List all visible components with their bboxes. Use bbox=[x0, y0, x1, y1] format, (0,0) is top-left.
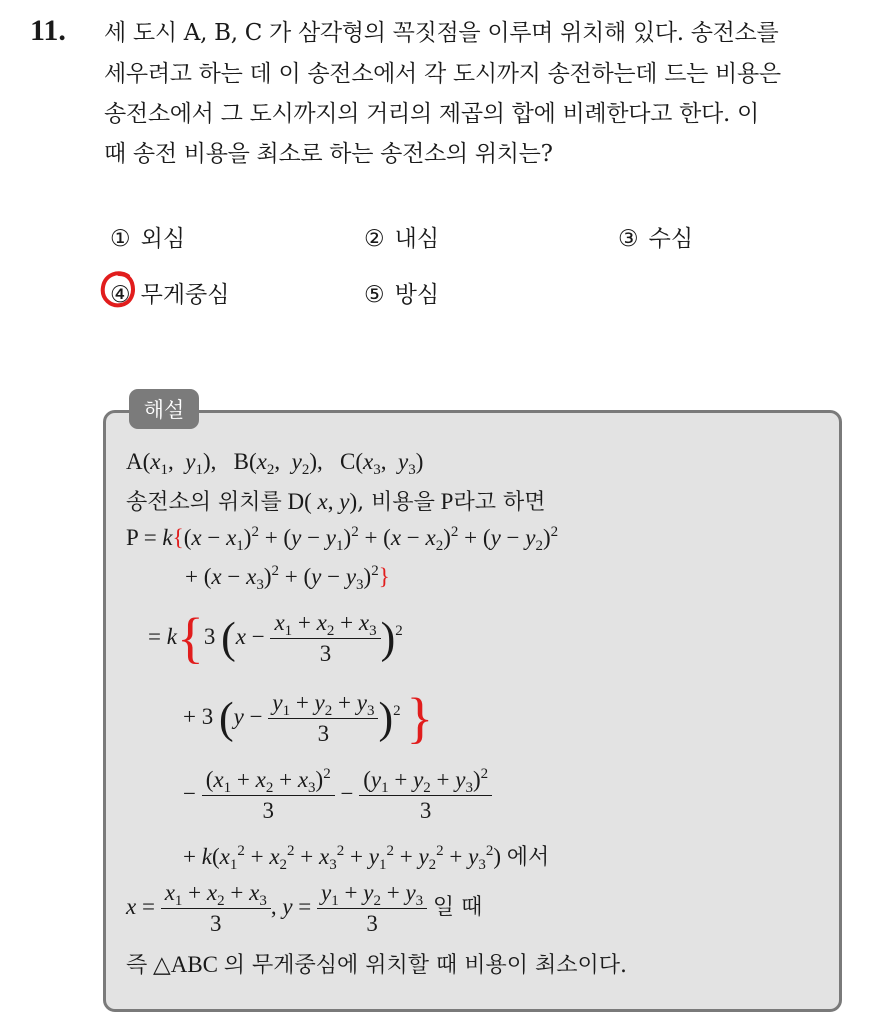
choice-5-label: 방심 bbox=[394, 282, 440, 308]
setup-text-1: 송전소의 위치를 bbox=[126, 490, 282, 515]
choice-2[interactable] bbox=[364, 220, 439, 253]
choice-1-label: 외심 bbox=[140, 226, 186, 252]
choice-2-number: ② bbox=[364, 226, 385, 252]
solution-sum-squares-line: + $k(x_1^2 + x_2^2 + x_3^2 + y_1^2 + y_2^2 + y_3^2)$ 에서 bbox=[183, 843, 550, 873]
question-text-line-4: 때 송전 비용을 최소로 하는 송전소의 위치는? bbox=[104, 141, 553, 167]
solution-expansion-line-1: $P = k\{(x - x_1)^2 + (y - y_1)^2 + (x - x_2)^2 + (y - y_2)^2$ bbox=[126, 524, 559, 554]
solution-setup-line: 송전소의 위치를 D( x, y), 비용을 P라고 하면 bbox=[126, 489, 546, 515]
conclusion-suffix: 의 무게중심에 위치할 때 비용이 최소이다. bbox=[223, 953, 627, 978]
choice-2-label: 내심 bbox=[394, 226, 440, 252]
setup-text-2: , 비용을 bbox=[357, 490, 435, 515]
setup-text-3: 라고 하면 bbox=[453, 490, 546, 515]
question-text-line-2: 세우려고 하는 데 이 송전소에서 각 도시까지 송전하는데 드는 비용은 bbox=[104, 61, 781, 87]
solution-complete-square-x: = k{3 (x − $\frac{x_1 + x_2 + x_3}{3}$ )$^2$ bbox=[148, 607, 403, 670]
choice-4-label: 무게중심 bbox=[140, 282, 230, 308]
answer-circle-mark bbox=[99, 270, 137, 310]
solution-expansion-line-2: + $(x - x_3)^2 + (y - y_3)^2$} bbox=[185, 563, 390, 593]
choice-1[interactable] bbox=[110, 220, 185, 253]
conclusion-prefix: 즉 bbox=[126, 953, 148, 978]
choice-5-number: ⑤ bbox=[364, 282, 385, 308]
choice-3-label: 수심 bbox=[648, 226, 694, 252]
question-text-line-1: 세 도시 A, B, C 가 삼각형의 꼭짓점을 이루며 위치해 있다. 송전소를 bbox=[104, 20, 779, 46]
choice-3[interactable] bbox=[618, 220, 693, 253]
solution-conclusion: 즉 △ABC 의 무게중심에 위치할 때 비용이 최소이다. bbox=[126, 952, 627, 978]
solution-tag: 해설 bbox=[129, 389, 199, 429]
question-text-line-3: 송전소에서 그 도시까지의 거리의 제곱의 합에 비례한다고 한다. 이 bbox=[104, 101, 759, 127]
where-text: 에서 bbox=[506, 845, 550, 870]
solution-constant-terms: − $\frac{(x_1 + x_2 + x_3)^2}{3}$ − $\frac{(y_1 + y_2 + y_3)^2}{3}$ bbox=[183, 767, 492, 824]
solution-minimum-condition: x = $\frac{x_1 + x_2 + x_3}{3}$ , y = $\frac{y_1 + y_2 + y_3}{3}$ 일 때 bbox=[126, 880, 483, 936]
choice-1-number: ① bbox=[110, 226, 131, 252]
choice-3-number: ③ bbox=[618, 226, 639, 252]
when-text: 일 때 bbox=[432, 894, 483, 920]
solution-complete-square-y: + 3 (y − $\frac{y_1 + y_2 + y_3}{3}$ )$^2$ } bbox=[183, 687, 434, 750]
choice-4-number: ④ bbox=[110, 282, 131, 308]
choice-5[interactable] bbox=[364, 276, 439, 309]
solution-points-line: $A(x_1$, $y_1$), $B(x_2$, $y_2$), $C(x_3$, $y_3$) bbox=[126, 449, 424, 478]
question-number: 11. bbox=[30, 14, 66, 47]
